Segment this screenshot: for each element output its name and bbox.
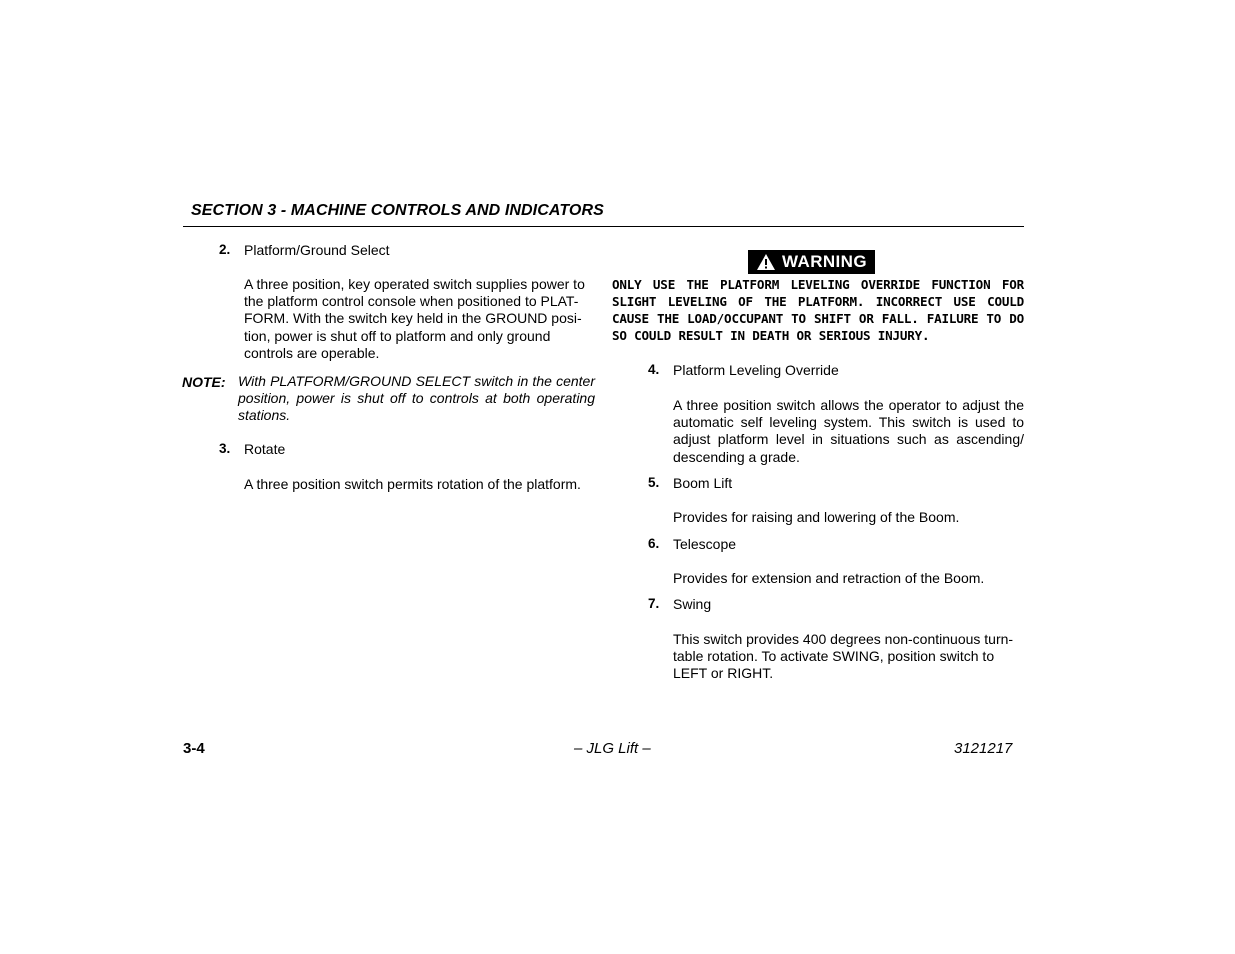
warning-label: WARNING bbox=[782, 252, 867, 271]
item-6-body: Provides for extension and retraction of the Boom. bbox=[673, 570, 985, 586]
page-number: 3-4 bbox=[183, 740, 205, 757]
publisher-name: – JLG Lift – bbox=[574, 740, 651, 757]
item-2-body: A three position, key operated switch supplies power to the platform control console when positioned to PLAT-FORM. With the switch key held in the GROUND posi-tion, power is shut off to platform and only ground controls are operable. bbox=[244, 276, 585, 361]
item-3-body: A three position switch permits rotation of the platform. bbox=[244, 476, 581, 492]
item-4-number: 4. bbox=[648, 362, 660, 377]
item-5-title: Boom Lift bbox=[673, 475, 733, 491]
item-4-body: A three position switch allows the operator to adjust the automatic self leveling system. This switch is used to adjust platform level in situations such as ascending/ descending a grade. bbox=[673, 397, 1024, 465]
item-3-title: Rotate bbox=[244, 441, 286, 457]
item-2-title: Platform/Ground Select bbox=[244, 242, 390, 258]
item-2-number: 2. bbox=[219, 242, 231, 257]
note-label: NOTE: bbox=[182, 374, 226, 390]
note-text: With PLATFORM/GROUND SELECT switch in the center position, power is shut off to controls at both operating stations. bbox=[238, 373, 595, 424]
item-3-number: 3. bbox=[219, 441, 231, 456]
item-5-number: 5. bbox=[648, 475, 660, 490]
warning-text: ONLY USE THE PLATFORM LEVELING OVERRIDE FUNCTION FOR SLIGHT LEVELING OF THE PLATFORM. INCORRECT USE COULD CAUSE THE LOAD/OCCUPANT TO SHIFT OR FALL. FAILURE TO DO SO COULD RESULT IN DEATH OR SERIOUS INJURY. bbox=[612, 277, 1024, 343]
document-number: 3121217 bbox=[954, 740, 1013, 757]
item-4-title: Platform Leveling Override bbox=[673, 362, 839, 378]
item-6-number: 6. bbox=[648, 536, 660, 551]
item-7-number: 7. bbox=[648, 596, 660, 611]
warning-triangle-icon bbox=[756, 253, 776, 271]
warning-banner bbox=[748, 250, 875, 274]
item-7-title: Swing bbox=[673, 596, 712, 612]
item-5-body: Provides for raising and lowering of the Boom. bbox=[673, 509, 960, 525]
header-rule bbox=[183, 226, 1024, 227]
item-6-title: Telescope bbox=[673, 536, 737, 552]
item-7-body: This switch provides 400 degrees non-continuous turn-table rotation. To activate SWING, position switch to LEFT or RIGHT. bbox=[673, 631, 1014, 682]
section-title: SECTION 3 - MACHINE CONTROLS AND INDICATORS bbox=[191, 202, 604, 219]
